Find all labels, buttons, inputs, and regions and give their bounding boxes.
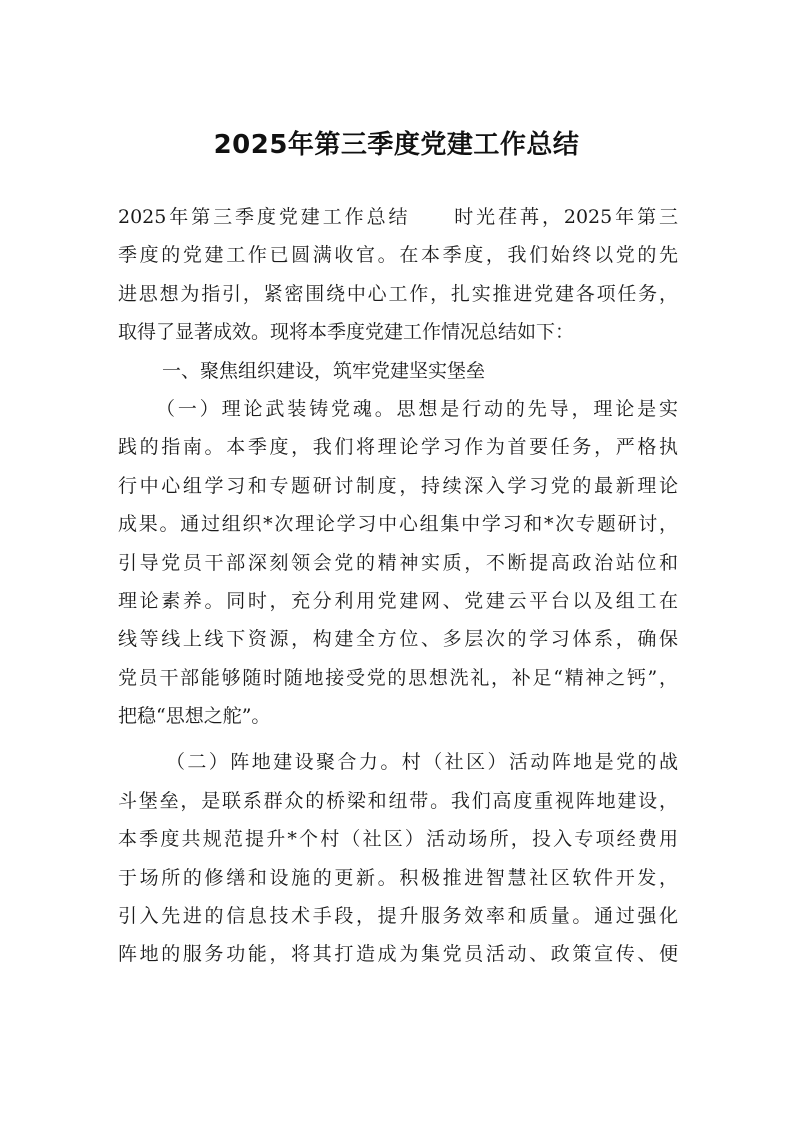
document-title: 2025年第三季度党建工作总结: [213, 130, 580, 160]
paragraph-line: 进思想为指引，紧密围绕中心工作，扎实推进党建各项任务，: [118, 282, 678, 305]
paragraph-line: 斗堡垒，是联系群众的桥梁和纽带。我们高度重视阵地建设，: [118, 789, 678, 812]
paragraph-line: （二）阵地建设聚合力。村（社区）活动阵地是党的战: [166, 751, 678, 774]
paragraph-line: 行中心组学习和专题研讨制度，持续深入学习党的最新理论: [118, 474, 678, 497]
paragraph-line: 季度的党建工作已圆满收官。在本季度，我们始终以党的先: [118, 244, 678, 267]
paragraph-line: 践的指南。本季度，我们将理论学习作为首要任务，严格执: [118, 436, 678, 459]
paragraph-line: （一）理论武装铸党魂。思想是行动的先导，理论是实: [156, 397, 678, 420]
paragraph-line: 阵地的服务功能，将其打造成为集党员活动、政策宣传、便: [118, 943, 678, 966]
paragraph-line: 引导党员干部深刻领会党的精神实质，不断提高政治站位和: [118, 551, 678, 574]
paragraph-line: 成果。通过组织*次理论学习中心组集中学习和*次专题研讨，: [118, 513, 678, 536]
paragraph-line: 理论素养。同时，充分利用党建网、党建云平台以及组工在: [118, 589, 678, 612]
paragraph-line: 引入先进的信息技术手段，提升服务效率和质量。通过强化: [118, 905, 678, 928]
paragraph-line: 于场所的修缮和设施的更新。积极推进智慧社区软件开发，: [118, 866, 678, 889]
paragraph-gap: [118, 735, 678, 743]
paragraph-line: 本季度共规范提升*个村（社区）活动场所，投入专项经费用: [118, 828, 678, 851]
section-heading: 一、聚焦组织建设，筑牢党建坚实堡垒: [162, 359, 486, 382]
paragraph-line: 2025年第三季度党建工作总结 时光荏苒，2025年第三: [118, 206, 678, 228]
paragraph-line: 取得了显著成效。现将本季度党建工作情况总结如下：: [118, 321, 575, 344]
paragraph-line: 把稳“思想之舵”。: [118, 705, 271, 728]
paragraph-line: 党员干部能够随时随地接受党的思想洗礼，补足“精神之钙”，: [118, 666, 678, 689]
paragraph-line: 线等线上线下资源，构建全方位、多层次的学习体系，确保: [118, 628, 678, 651]
document-body: [118, 198, 678, 974]
